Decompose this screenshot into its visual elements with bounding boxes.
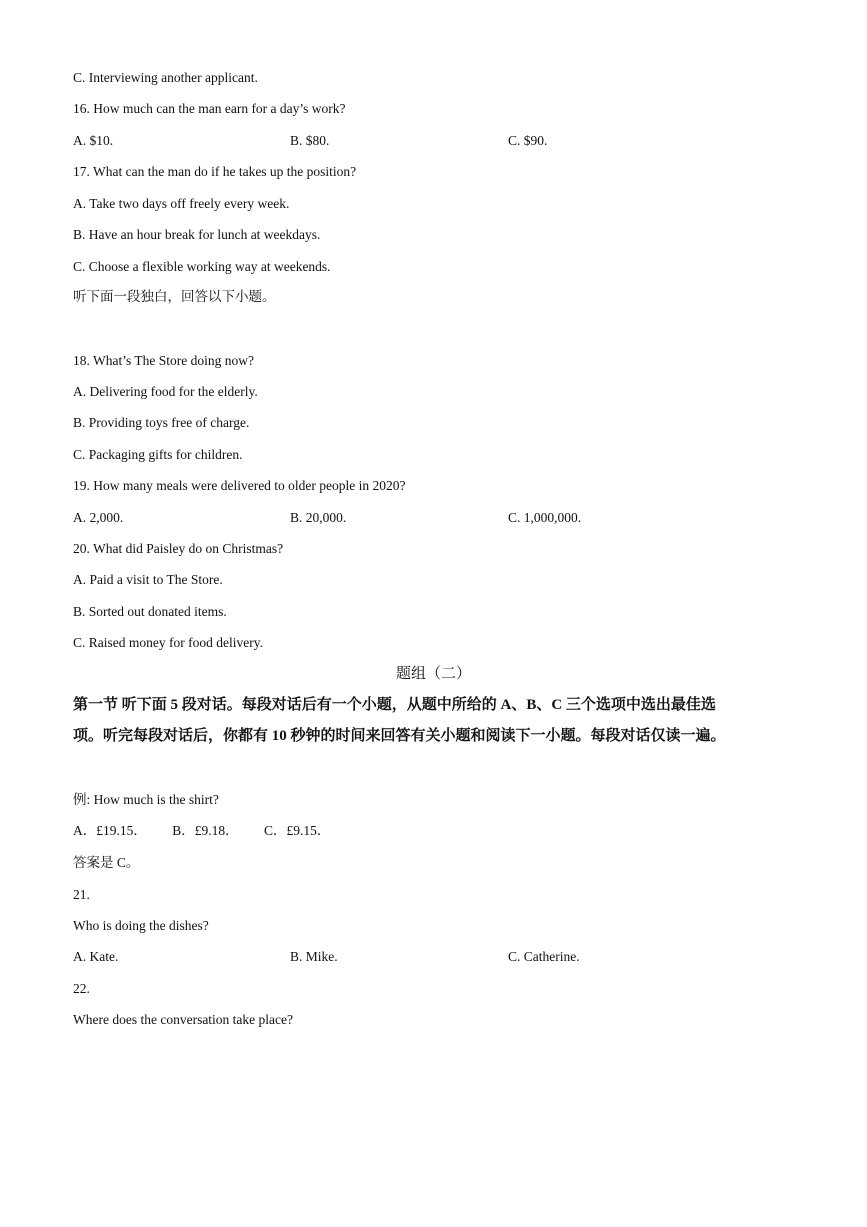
q20-option-b: B. Sorted out donated items. <box>73 604 227 619</box>
q17-option-c: C. Choose a flexible working way at weekends. <box>73 259 331 274</box>
example-question: 例: How much is the shirt? <box>73 792 219 807</box>
q18-option-c: C. Packaging gifts for children. <box>73 447 243 462</box>
q18-option-b: B. Providing toys free of charge. <box>73 415 250 430</box>
example-option-a: A．£19.15． <box>73 823 147 838</box>
q15-option-c: C. Interviewing another applicant. <box>73 70 258 85</box>
q17-option-a: A. Take two days off freely every week. <box>73 196 290 211</box>
q22-number: 22. <box>73 981 90 996</box>
q18-option-a: A. Delivering food for the elderly. <box>73 384 258 399</box>
q19-option-c: C. 1,000,000. <box>508 510 582 525</box>
q16-question: 16. How much can the man earn for a day’s work? <box>73 101 346 116</box>
q22-question: Where does the conversation take place? <box>73 1012 294 1027</box>
q21-option-a: A. Kate. <box>73 949 119 964</box>
q20-question: 20. What did Paisley do on Christmas? <box>73 541 284 556</box>
example-option-c: C．£9.15． <box>264 823 331 838</box>
example-options <box>73 822 352 840</box>
q19-option-b: B. 20,000. <box>290 510 347 525</box>
q21-question: Who is doing the dishes? <box>73 918 209 933</box>
group-title: 题组（二） <box>395 666 471 682</box>
q20-option-c: C. Raised money for food delivery. <box>73 635 263 650</box>
q21-option-b: B. Mike. <box>290 949 338 964</box>
q17-option-b: B. Have an hour break for lunch at weekdays. <box>73 227 321 242</box>
q19-question: 19. How many meals were delivered to older people in 2020? <box>73 478 406 493</box>
q16-option-c: C. $90. <box>508 133 548 148</box>
section-1-instructions: 第一节 听下面 5 段对话。每段对话后有一个小题，从题中所给的 A、B、C 三个选项中选出最佳选项。听完每段对话后，你都有 10 秒钟的时间来回答有关小题和阅读下一小题。每段对话仅读一遍。 <box>73 697 726 744</box>
q17-question: 17. What can the man do if he takes up the position? <box>73 164 357 179</box>
example-option-b: B．£9.18． <box>172 823 239 838</box>
q16-option-a: A. $10. <box>73 133 114 148</box>
q20-option-a: A. Paid a visit to The Store. <box>73 572 223 587</box>
monologue-instruction: 听下面一段独白，回答以下小题。 <box>73 289 276 304</box>
q16-option-b: B. $80. <box>290 133 330 148</box>
example-answer: 答案是 C。 <box>73 855 140 870</box>
q19-option-a: A. 2,000. <box>73 510 124 525</box>
q18-question: 18. What’s The Store doing now? <box>73 353 254 368</box>
q21-option-c: C. Catherine. <box>508 949 580 964</box>
q21-number: 21. <box>73 887 90 902</box>
